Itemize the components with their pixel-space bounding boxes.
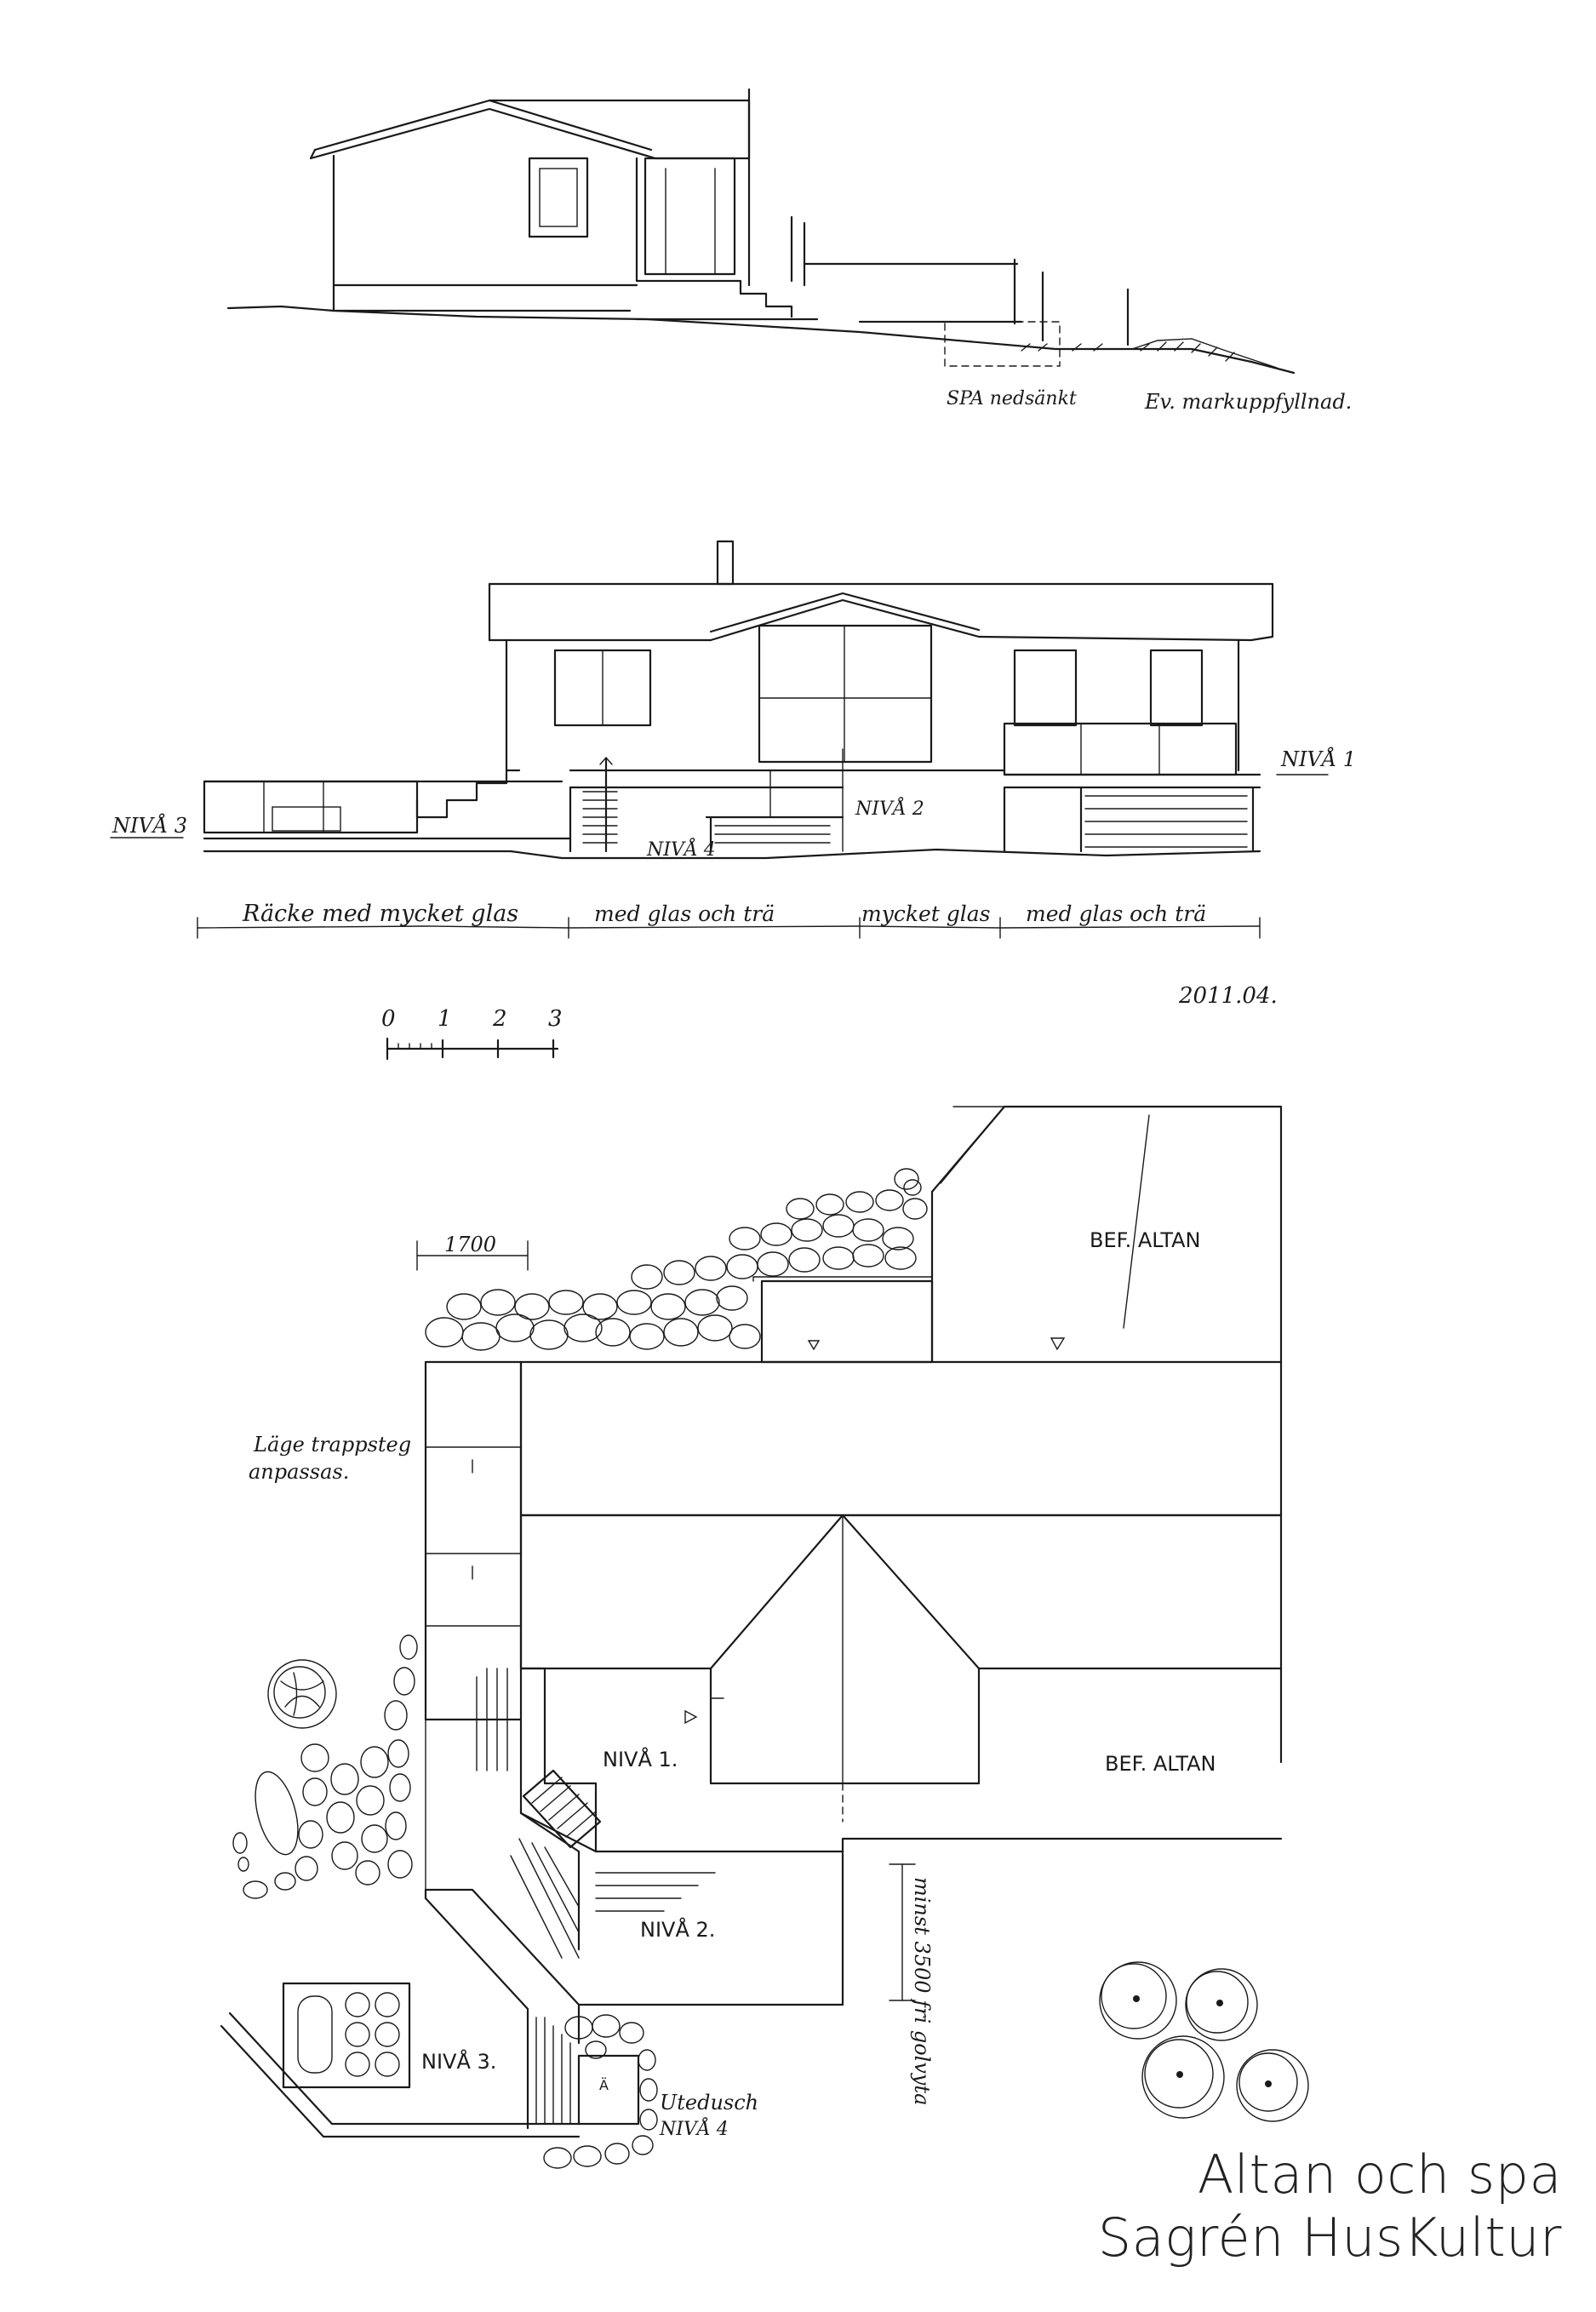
scale-tick-0: 0 bbox=[381, 1006, 396, 1032]
trees-icon bbox=[1100, 1962, 1308, 2121]
caption-company: Sagrén HusKultur bbox=[1097, 2206, 1562, 2269]
floor-plan bbox=[221, 1107, 1308, 2168]
plan-level-1: NIVÅ 1. bbox=[603, 1748, 678, 1771]
shower-label-1: Utedusch bbox=[660, 2091, 759, 2115]
scale-tick-2: 2 bbox=[493, 1006, 507, 1032]
scale-bar bbox=[381, 1006, 563, 1059]
side-elevation bbox=[228, 89, 1352, 414]
spa-label: SPA nedsänkt bbox=[947, 388, 1077, 409]
front-level-3: NIVÅ 3 bbox=[112, 814, 188, 838]
railing-label-3: mycket glas bbox=[861, 901, 991, 926]
shower-icon: Ä bbox=[599, 2077, 609, 2093]
bush-left-icon bbox=[268, 1660, 336, 1728]
fill-label: Ev. markuppfyllnad. bbox=[1145, 390, 1353, 414]
free-floor-label: minst 3500 fri golvyta bbox=[910, 1877, 934, 2106]
caption-title: Altan och spa bbox=[1197, 2143, 1562, 2206]
stones-top bbox=[426, 1169, 932, 1350]
existing-deck-top: BEF. ALTAN bbox=[1090, 1228, 1201, 1252]
railing-label-1: Räcke med mycket glas bbox=[243, 901, 519, 927]
existing-deck-right: BEF. ALTAN bbox=[1105, 1752, 1216, 1776]
scale-tick-1: 1 bbox=[438, 1006, 452, 1032]
front-elevation bbox=[111, 541, 1356, 1009]
drawing-date: 2011.04. bbox=[1179, 983, 1278, 1009]
front-level-4: NIVÅ 4 bbox=[647, 839, 716, 861]
shower-label-2: NIVÅ 4 bbox=[660, 2119, 729, 2140]
front-level-2: NIVÅ 2 bbox=[855, 798, 924, 820]
railing-label-2: med glas och trä bbox=[594, 901, 775, 926]
scale-tick-3: 3 bbox=[548, 1006, 563, 1032]
stones-left bbox=[233, 1635, 657, 2168]
railing-label-4: med glas och trä bbox=[1026, 901, 1207, 926]
front-level-1: NIVÅ 1 bbox=[1281, 747, 1357, 771]
stairs-note-2: anpassas. bbox=[249, 1460, 350, 1484]
dimension-1700: 1700 bbox=[444, 1233, 497, 1256]
plan-level-2: NIVÅ 2. bbox=[640, 1918, 716, 1942]
stairs-note-1: Läge trappsteg bbox=[254, 1433, 412, 1456]
plan-level-3: NIVÅ 3. bbox=[421, 2050, 497, 2074]
